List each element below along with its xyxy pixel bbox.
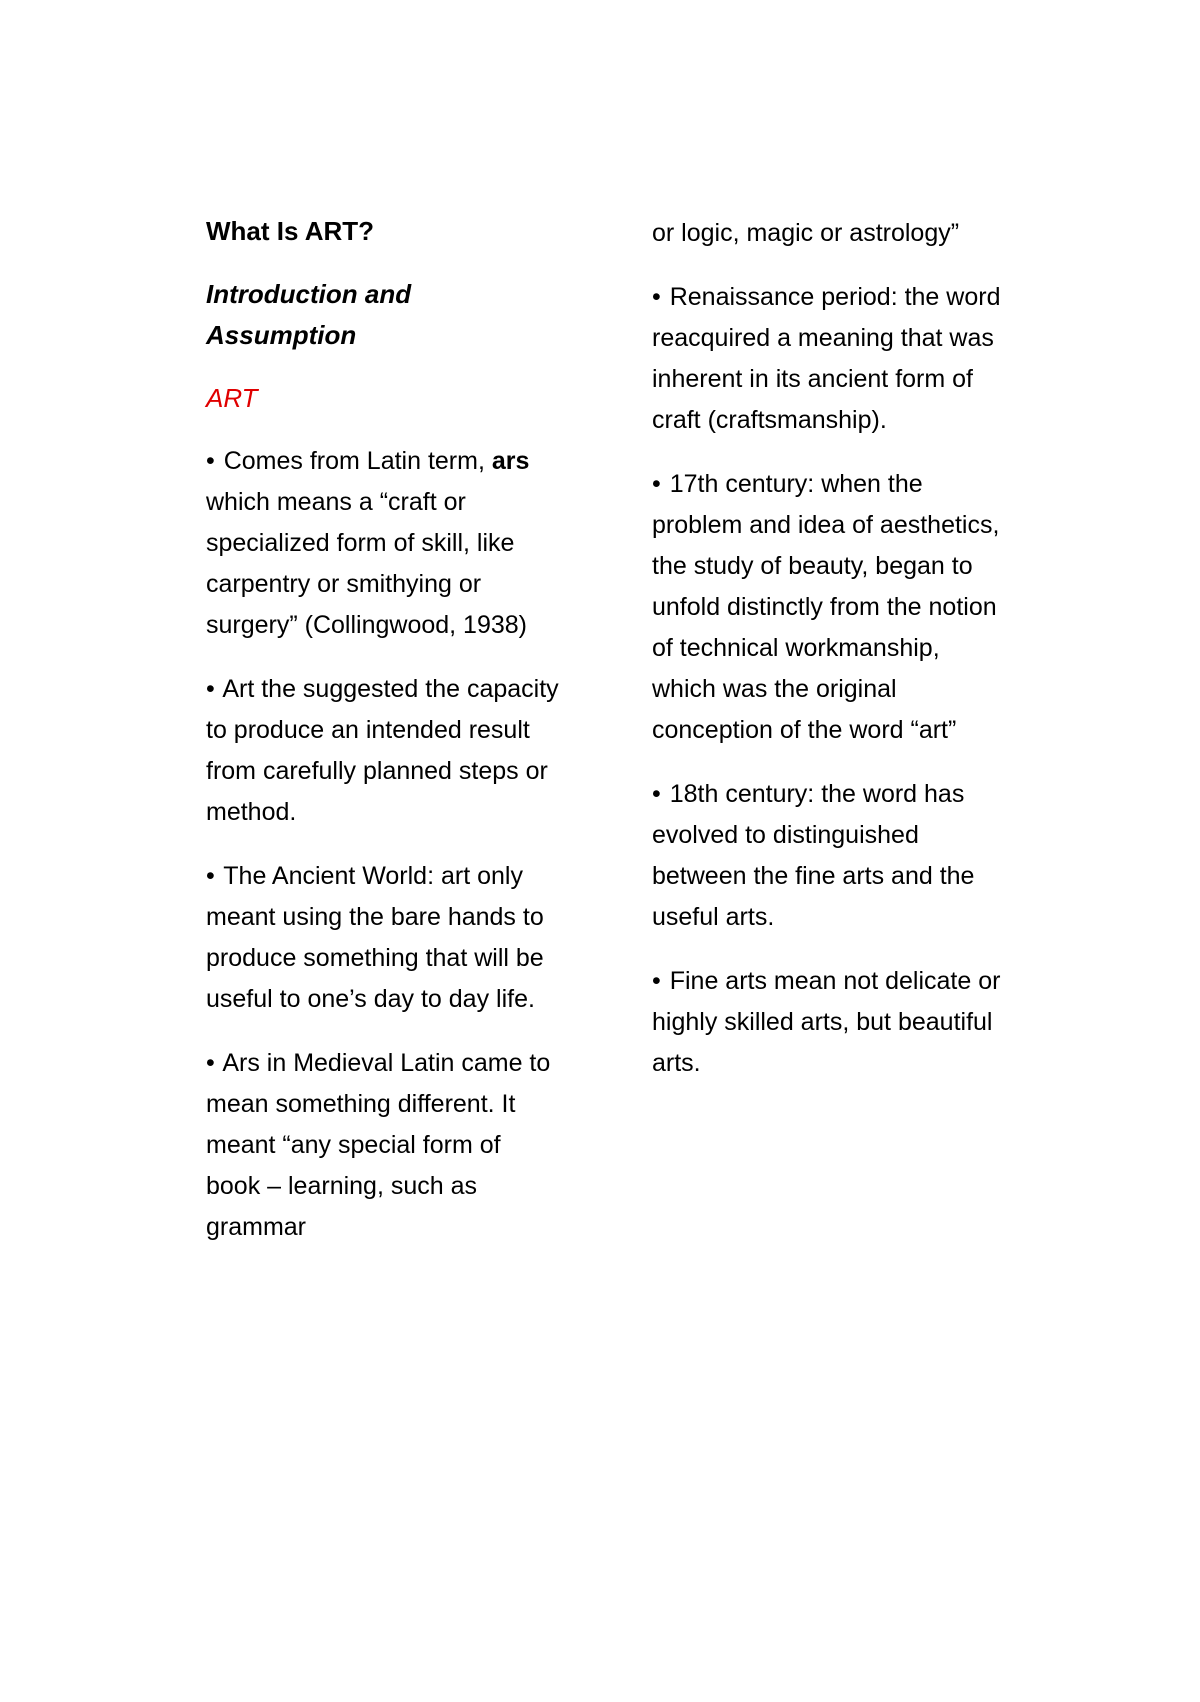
bullet-icon: •	[652, 967, 661, 995]
list-item	[652, 961, 1007, 1084]
right-column	[652, 213, 1007, 1107]
bullet-icon: •	[206, 862, 215, 890]
list-item	[652, 277, 1007, 441]
paragraph-text: Fine arts mean not delicate or highly skilled arts, but beautiful arts.	[652, 967, 1001, 1077]
paragraph-text: The Ancient World: art only meant using the bare hands to produce something that will be useful to one’s day to day life.	[206, 862, 544, 1013]
list-item	[206, 1043, 561, 1248]
continued-text: or logic, magic or astrology”	[652, 219, 960, 247]
paragraph-text: Art the suggested the capacity to produce an intended result from carefully planned steps or method.	[206, 675, 559, 826]
bullet-icon: •	[206, 447, 215, 475]
bullet-icon: •	[206, 675, 215, 703]
list-item	[206, 856, 561, 1020]
paragraph-text: 18th century: the word has evolved to distinguished between the fine arts and the useful arts.	[652, 780, 975, 931]
bullet-icon: •	[652, 780, 661, 808]
list-item	[206, 441, 561, 646]
left-column	[206, 211, 561, 1271]
latin-term: ars	[491, 447, 530, 475]
list-item	[652, 774, 1007, 938]
paragraph-text: 17th century: when the problem and idea of aesthetics, the study of beauty, began to unfold distinctly from the notion of technical workmanship, which was the original conception of the word “art”	[652, 470, 1000, 744]
bullet-icon: •	[206, 1049, 215, 1077]
list-item	[206, 669, 561, 833]
document-title: What Is ART?	[206, 216, 375, 246]
paragraph-text: Ars in Medieval Latin came to mean something different. It meant “any special form of book – learning, such as grammar	[206, 1049, 551, 1241]
paragraph-text: Renaissance period: the word reacquired a meaning that was inherent in its ancient form of craft (craftsmanship).	[652, 283, 1001, 434]
section-label-art: ART	[206, 383, 258, 413]
list-item	[652, 464, 1007, 751]
bullet-icon: •	[652, 283, 661, 311]
bullet-icon: •	[652, 470, 661, 498]
paragraph-text: Comes from Latin term,	[223, 447, 485, 475]
paragraph-text: which means a “craft or specialized form of skill, like carpentry or smithying or surgery” (Collingwood, 1938)	[206, 488, 527, 639]
document-subtitle: Introduction and Assumption	[206, 279, 412, 350]
